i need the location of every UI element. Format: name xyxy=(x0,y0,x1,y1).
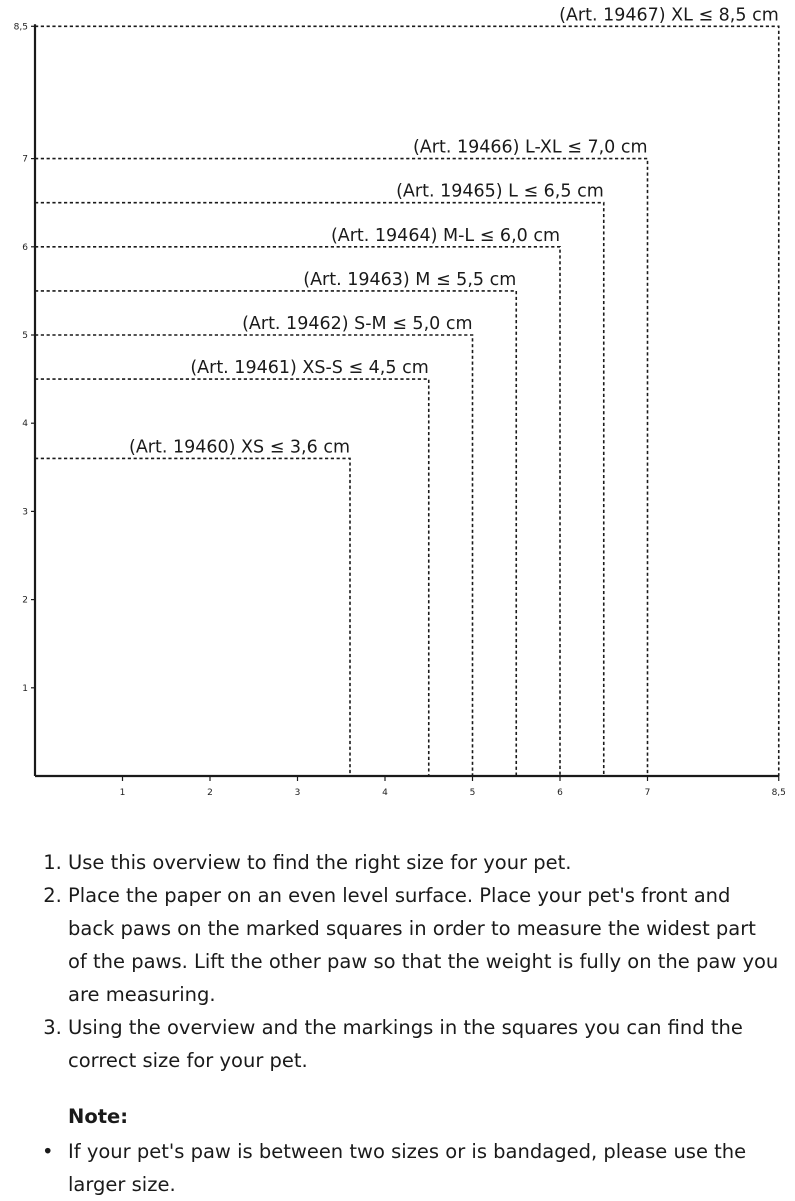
size-label-4: (Art. 19463) M ≤ 5,5 cm xyxy=(303,269,517,290)
size-label-5: (Art. 19464) M-L ≤ 6,0 cm xyxy=(330,225,560,246)
x-tick-label-8: 8,5 xyxy=(771,788,786,798)
x-tick-label-4: 4 xyxy=(382,788,388,798)
x-tick-label-2: 2 xyxy=(207,788,213,798)
y-tick-label-3: 3 xyxy=(22,507,28,518)
size-outline-3 xyxy=(35,335,473,776)
size-label-2: (Art. 19461) XS-S ≤ 4,5 cm xyxy=(190,358,429,379)
note-list xyxy=(42,1135,768,1201)
note-item xyxy=(42,1135,768,1201)
chart-axes xyxy=(35,24,779,776)
y-tick-label-1: 1 xyxy=(22,683,28,694)
size-label-7: (Art. 19466) L-XL ≤ 7,0 cm xyxy=(412,137,648,158)
size-outline-1 xyxy=(35,458,350,776)
size-outline-8 xyxy=(35,26,779,776)
x-tick-label-7: 7 xyxy=(644,788,651,798)
x-tick-label-5: 5 xyxy=(469,788,476,798)
x-tick-label-6: 6 xyxy=(557,788,563,798)
y-tick-label-8: 8,5 xyxy=(13,22,28,33)
instruction-step-3: 3. Using the overview and the markings in the squares you can find the correct size for your pet. xyxy=(68,1011,780,1077)
note-title: Note: xyxy=(68,1105,129,1128)
instruction-step-1: 1. Use this overview to find the right size for your pet. xyxy=(68,846,780,879)
x-tick-label-3: 3 xyxy=(294,788,301,798)
instruction-steps xyxy=(40,846,780,1077)
x-tick-label-1: 1 xyxy=(119,788,126,798)
y-tick-label-5: 5 xyxy=(22,331,28,341)
axis-ticks xyxy=(14,22,786,798)
size-label-3: (Art. 19462) S-M ≤ 5,0 cm xyxy=(242,314,473,334)
instructions-section xyxy=(40,846,780,1077)
size-outline-7 xyxy=(35,159,648,776)
bullet-icon: • xyxy=(42,1140,54,1163)
note-item-text: If your pet's paw is between two sizes or is bandaged, please use the larger size. xyxy=(68,1140,747,1196)
y-tick-label-2: 2 xyxy=(22,595,28,606)
y-tick-label-7: 7 xyxy=(22,154,28,165)
size-outlines xyxy=(35,5,779,776)
size-label-8: (Art. 19467) XL ≤ 8,5 cm xyxy=(559,5,779,26)
instruction-step-2: 2. Place the paper on an even level surface. Place your pet's front and back paws on the marked squares in order to measure the widest part of the paws. Lift the other paw so that the weight is fully on the paw you are measuring. xyxy=(68,879,780,1011)
size-label-1: (Art. 19460) XS ≤ 3,6 cm xyxy=(129,437,350,458)
note-section xyxy=(42,1100,768,1201)
y-tick-label-4: 4 xyxy=(22,419,28,430)
size-label-6: (Art. 19465) L ≤ 6,5 cm xyxy=(396,181,604,202)
y-tick-label-6: 6 xyxy=(22,242,28,253)
